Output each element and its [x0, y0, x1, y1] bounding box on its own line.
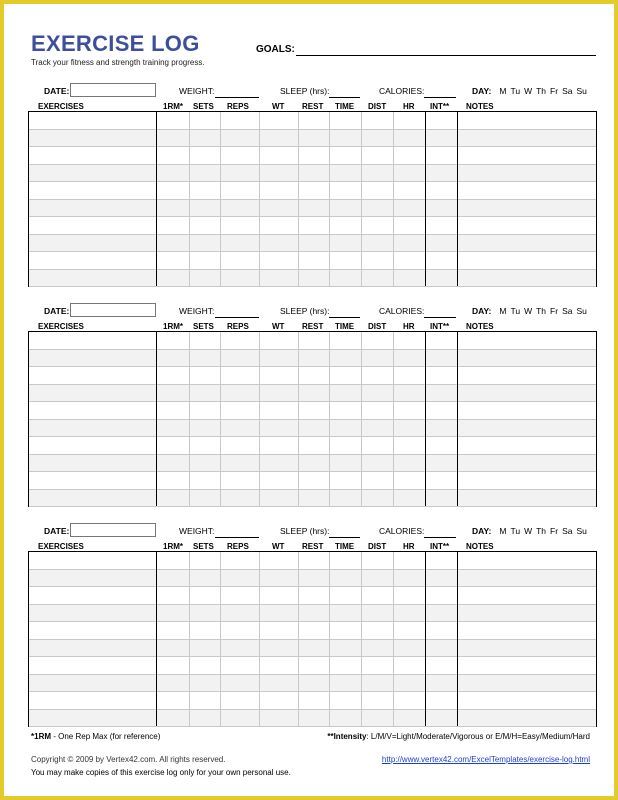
log-block-2 — [4, 306, 618, 526]
column-divider — [425, 552, 426, 726]
day-option[interactable]: Fr — [550, 306, 559, 316]
date-input[interactable] — [70, 83, 156, 97]
column-divider — [361, 332, 362, 506]
exercise-table — [28, 111, 597, 287]
table-row[interactable] — [29, 112, 596, 130]
column-header: REPS — [227, 322, 249, 331]
calories-field[interactable] — [424, 317, 456, 318]
column-divider — [259, 552, 260, 726]
exercise-table — [28, 331, 597, 507]
calories-label: CALORIES: — [379, 86, 425, 96]
day-option[interactable]: W — [524, 306, 533, 316]
usage-text: You may make copies of this exercise log only for your own personal use. — [31, 768, 291, 777]
day-option[interactable]: Su — [576, 86, 587, 96]
column-header: REST — [302, 322, 324, 331]
date-input[interactable] — [70, 303, 156, 317]
column-header: DIST — [368, 322, 387, 331]
day-option[interactable]: W — [524, 526, 533, 536]
column-header: TIME — [335, 322, 355, 331]
table-row[interactable] — [29, 657, 596, 675]
table-row[interactable] — [29, 420, 596, 438]
goals-label: GOALS: — [256, 44, 295, 55]
column-divider — [329, 112, 330, 286]
goals-field[interactable] — [296, 55, 596, 56]
sleep-label: SLEEP (hrs): — [280, 86, 330, 96]
table-row[interactable] — [29, 350, 596, 368]
column-header: SETS — [193, 102, 214, 111]
table-row[interactable] — [29, 367, 596, 385]
column-header: HR — [403, 102, 415, 111]
date-input[interactable] — [70, 523, 156, 537]
column-divider — [156, 332, 157, 506]
column-divider — [393, 552, 394, 726]
column-divider — [457, 552, 458, 726]
column-divider — [361, 112, 362, 286]
table-row[interactable] — [29, 200, 596, 218]
column-divider — [220, 552, 221, 726]
weight-field[interactable] — [215, 317, 259, 318]
copyright-text: Copyright © 2009 by Vertex42.com. All rights reserved. — [31, 755, 226, 764]
day-option[interactable]: Su — [576, 306, 587, 316]
column-divider — [329, 332, 330, 506]
column-header: 1RM* — [163, 542, 184, 551]
day-option[interactable]: Tu — [510, 86, 521, 96]
table-row[interactable] — [29, 622, 596, 640]
column-header: REPS — [227, 542, 249, 551]
calories-label: CALORIES: — [379, 306, 425, 316]
column-divider — [361, 552, 362, 726]
column-divider — [259, 332, 260, 506]
sleep-label: SLEEP (hrs): — [280, 526, 330, 536]
column-header: 1RM* — [163, 102, 184, 111]
column-header: DIST — [368, 542, 387, 551]
table-row[interactable] — [29, 587, 596, 605]
column-header: HR — [403, 542, 415, 551]
column-header: INT** — [430, 542, 450, 551]
table-row[interactable] — [29, 552, 596, 570]
column-divider — [393, 112, 394, 286]
day-option[interactable]: Th — [536, 86, 547, 96]
column-divider — [298, 112, 299, 286]
column-header: SETS — [193, 542, 214, 551]
day-option[interactable]: Th — [536, 306, 547, 316]
page-subtitle: Track your fitness and strength training progress. — [31, 58, 205, 67]
calories-label: CALORIES: — [379, 526, 425, 536]
day-option[interactable]: M — [499, 306, 507, 316]
day-option[interactable]: Sa — [562, 526, 573, 536]
calories-field[interactable] — [424, 537, 456, 538]
day-option[interactable]: Fr — [550, 86, 559, 96]
table-row[interactable] — [29, 332, 596, 350]
table-row[interactable] — [29, 570, 596, 588]
column-header: TIME — [335, 102, 355, 111]
column-divider — [156, 112, 157, 286]
date-label: DATE: — [44, 526, 70, 536]
column-header: WT — [272, 322, 285, 331]
sleep-field[interactable] — [329, 97, 360, 98]
column-divider — [189, 332, 190, 506]
column-header: INT** — [430, 102, 450, 111]
column-header: 1RM* — [163, 322, 184, 331]
column-header: DIST — [368, 102, 387, 111]
log-block-3 — [4, 526, 618, 746]
column-divider — [220, 332, 221, 506]
exercise-table — [28, 551, 597, 727]
weight-field[interactable] — [215, 537, 259, 538]
table-row[interactable] — [29, 130, 596, 148]
day-option[interactable]: Tu — [510, 526, 521, 536]
column-header: HR — [403, 322, 415, 331]
column-header: EXERCISES — [38, 322, 84, 331]
column-divider — [425, 112, 426, 286]
table-row[interactable] — [29, 270, 596, 288]
weight-label: WEIGHT: — [179, 306, 215, 316]
weight-label: WEIGHT: — [179, 86, 215, 96]
column-header: WT — [272, 542, 285, 551]
column-divider — [189, 552, 190, 726]
day-selector: DAY: M Tu W Th Fr Sa Su — [472, 306, 587, 316]
column-header: NOTES — [466, 102, 494, 111]
day-option[interactable]: Tu — [510, 306, 521, 316]
column-divider — [425, 332, 426, 506]
column-header: INT** — [430, 322, 450, 331]
log-block-1 — [4, 86, 618, 306]
column-divider — [329, 552, 330, 726]
column-header: REST — [302, 102, 324, 111]
column-header: EXERCISES — [38, 102, 84, 111]
column-header: TIME — [335, 542, 355, 551]
table-row[interactable] — [29, 692, 596, 710]
note-intensity: **Intensity: L/M/V=Light/Moderate/Vigorous or E/M/H=Easy/Medium/Hard — [327, 732, 590, 741]
column-header: NOTES — [466, 542, 494, 551]
sleep-field[interactable] — [329, 537, 360, 538]
day-option[interactable]: Th — [536, 526, 547, 536]
day-option[interactable]: M — [499, 526, 507, 536]
table-row[interactable] — [29, 490, 596, 508]
column-header: EXERCISES — [38, 542, 84, 551]
column-divider — [457, 332, 458, 506]
date-label: DATE: — [44, 86, 70, 96]
column-header: SETS — [193, 322, 214, 331]
table-row[interactable] — [29, 437, 596, 455]
page-title: EXERCISE LOG — [31, 31, 200, 56]
table-row[interactable] — [29, 385, 596, 403]
table-row[interactable] — [29, 455, 596, 473]
note-1rm: *1RM - One Rep Max (for reference) — [31, 732, 161, 741]
column-divider — [220, 112, 221, 286]
table-row[interactable] — [29, 605, 596, 623]
table-row[interactable] — [29, 252, 596, 270]
day-option[interactable]: M — [499, 86, 507, 96]
day-option[interactable]: Sa — [562, 306, 573, 316]
sleep-field[interactable] — [329, 317, 360, 318]
day-option[interactable]: Sa — [562, 86, 573, 96]
table-row[interactable] — [29, 710, 596, 728]
day-selector: DAY: M Tu W Th Fr Sa Su — [472, 526, 587, 536]
weight-field[interactable] — [215, 97, 259, 98]
template-link[interactable]: http://www.vertex42.com/ExcelTemplates/exercise-log.html — [381, 755, 590, 764]
table-row[interactable] — [29, 217, 596, 235]
table-row[interactable] — [29, 675, 596, 693]
column-divider — [393, 332, 394, 506]
table-row[interactable] — [29, 235, 596, 253]
calories-field[interactable] — [424, 97, 456, 98]
day-option[interactable]: W — [524, 86, 533, 96]
table-row[interactable] — [29, 402, 596, 420]
sleep-label: SLEEP (hrs): — [280, 306, 330, 316]
table-row[interactable] — [29, 640, 596, 658]
column-header: NOTES — [466, 322, 494, 331]
weight-label: WEIGHT: — [179, 526, 215, 536]
column-header: REST — [302, 542, 324, 551]
column-divider — [156, 552, 157, 726]
day-selector: DAY: M Tu W Th Fr Sa Su — [472, 86, 587, 96]
column-divider — [298, 332, 299, 506]
column-header: WT — [272, 102, 285, 111]
column-header: REPS — [227, 102, 249, 111]
column-divider — [298, 552, 299, 726]
date-label: DATE: — [44, 306, 70, 316]
column-divider — [259, 112, 260, 286]
table-row[interactable] — [29, 182, 596, 200]
column-divider — [457, 112, 458, 286]
day-option[interactable]: Su — [576, 526, 587, 536]
column-divider — [189, 112, 190, 286]
table-row[interactable] — [29, 147, 596, 165]
table-row[interactable] — [29, 472, 596, 490]
day-option[interactable]: Fr — [550, 526, 559, 536]
table-row[interactable] — [29, 165, 596, 183]
